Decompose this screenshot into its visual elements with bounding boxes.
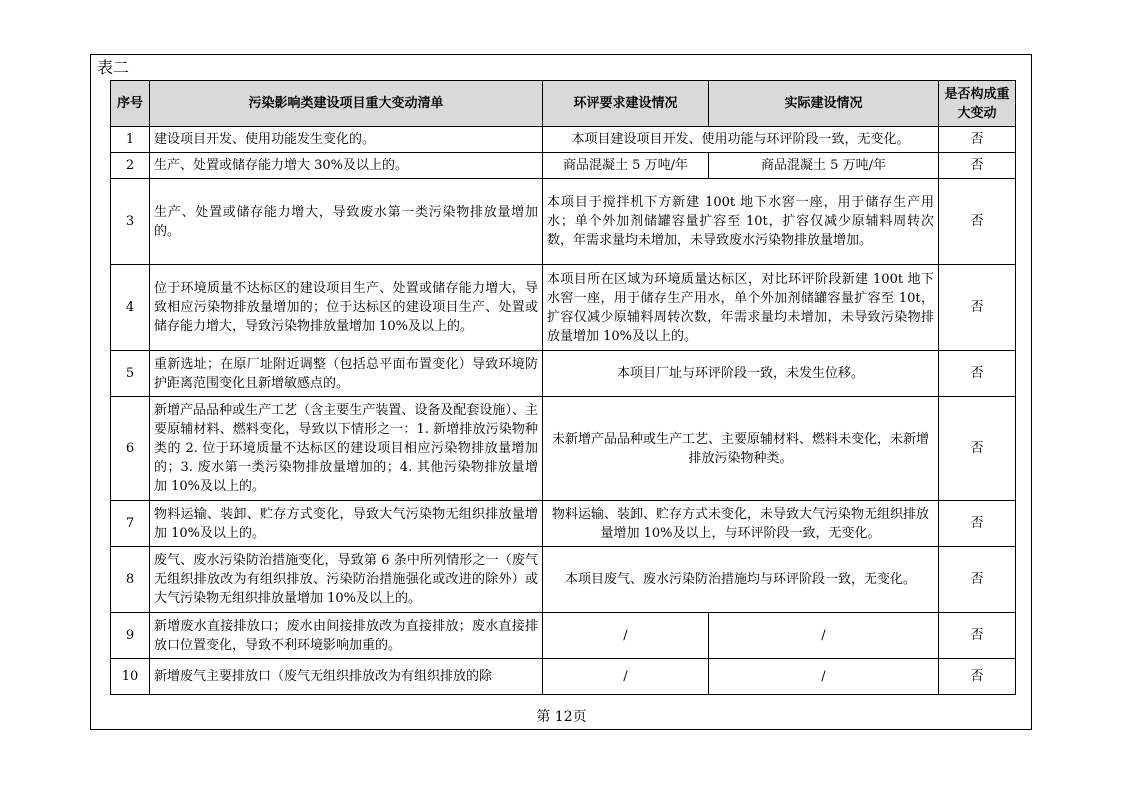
row-actual: / [709,659,939,695]
row-eia: / [543,659,709,695]
header-item: 污染影响类建设项目重大变动清单 [150,81,543,127]
row-result: 否 [939,265,1016,351]
row-status: 本项目厂址与环评阶段一致，未发生位移。 [543,351,939,397]
row-item: 新增产品品种或生产工艺（含主要生产装置、设备及配套设施）、主要原辅材料、燃料变化，导致以下情形之一：1. 新增排放污染物种类的 2. 位于环境质量不达标区的建设项目相应污染物排放量增加的；3. 废水第一类污染物排放量增加的；4. 其他污染物排放量增加 10%及以上的。 [150,397,543,501]
row-status: 未新增产品品种或生产工艺、主要原辅材料、燃料未变化，未新增排放污染物种类。 [543,397,939,501]
row-number: 1 [111,127,150,153]
row-result: 否 [939,179,1016,265]
table-row [111,501,1016,547]
row-result: 否 [939,153,1016,179]
page-number: 第 12页 [536,709,587,725]
row-number: 10 [111,659,150,695]
major-change-table [110,80,1016,695]
header-actual: 实际建设情况 [709,81,939,127]
table-row [111,127,1016,153]
table-row [111,265,1016,351]
row-status: 本项目于搅拌机下方新建 100t 地下水窖一座，用于储存生产用水；单个外加剂储罐容量扩容至 10t，扩容仅减少原辅料周转次数，年需求量均未增加，未导致废水污染物排放量增加。 [543,179,939,265]
row-item: 建设项目开发、使用功能发生变化的。 [150,127,543,153]
row-actual: 商品混凝土 5 万吨/年 [709,153,939,179]
row-result: 否 [939,547,1016,613]
header-row [111,81,1016,127]
row-number: 5 [111,351,150,397]
table-row [111,397,1016,501]
header-seq: 序号 [111,81,150,127]
table-row [111,351,1016,397]
row-item: 生产、处置或储存能力增大 30%及以上的。 [150,153,543,179]
table-row [111,179,1016,265]
row-number: 3 [111,179,150,265]
row-item: 重新选址；在原厂址附近调整（包括总平面布置变化）导致环境防护距离范围变化且新增敏感点的。 [150,351,543,397]
row-number: 8 [111,547,150,613]
header-major: 是否构成重大变动 [939,81,1016,127]
row-result: 否 [939,501,1016,547]
row-result: 否 [939,659,1016,695]
row-item: 废气、废水污染防治措施变化，导致第 6 条中所列情形之一（废气无组织排放改为有组织排放、污染防治措施强化或改进的除外）或大气污染物无组织排放量增加 10%及以上的。 [150,547,543,613]
header-eia: 环评要求建设情况 [543,81,709,127]
table-row [111,613,1016,659]
row-number: 2 [111,153,150,179]
row-status: 本项目废气、废水污染防治措施均与环评阶段一致，无变化。 [543,547,939,613]
row-result: 否 [939,397,1016,501]
row-status: 本项目所在区域为环境质量达标区，对比环评阶段新建 100t 地下水窖一座，用于储存生产用水，单个外加剂储罐容量扩容至 10t，扩容仅减少原辅料周转次数，年需求量均未增加，未导致污染物排放量增加 10%及以上的。 [543,265,939,351]
row-item: 新增废气主要排放口（废气无组织排放改为有组织排放的除 [150,659,543,695]
row-eia: / [543,613,709,659]
row-number: 6 [111,397,150,501]
row-item: 位于环境质量不达标区的建设项目生产、处置或储存能力增大，导致相应污染物排放量增加的；位于达标区的建设项目生产、处置或储存能力增大，导致污染物排放量增加 10%及以上的。 [150,265,543,351]
row-status: 物料运输、装卸、贮存方式未变化，未导致大气污染物无组织排放量增加 10%及以上，与环评阶段一致，无变化。 [543,501,939,547]
table-label: 表二 [97,58,130,77]
row-actual: / [709,613,939,659]
row-number: 9 [111,613,150,659]
row-result: 否 [939,613,1016,659]
row-number: 4 [111,265,150,351]
row-result: 否 [939,127,1016,153]
row-status: 本项目建设项目开发、使用功能与环评阶段一致，无变化。 [543,127,939,153]
table-row [111,547,1016,613]
row-eia: 商品混凝土 5 万吨/年 [543,153,709,179]
row-item: 生产、处置或储存能力增大，导致废水第一类污染物排放量增加的。 [150,179,543,265]
table-row [111,659,1016,695]
row-item: 物料运输、装卸、贮存方式变化，导致大气污染物无组织排放量增加 10%及以上的。 [150,501,543,547]
table-row [111,153,1016,179]
row-item: 新增废水直接排放口；废水由间接排放改为直接排放；废水直接排放口位置变化，导致不利环境影响加重的。 [150,613,543,659]
row-result: 否 [939,351,1016,397]
row-number: 7 [111,501,150,547]
